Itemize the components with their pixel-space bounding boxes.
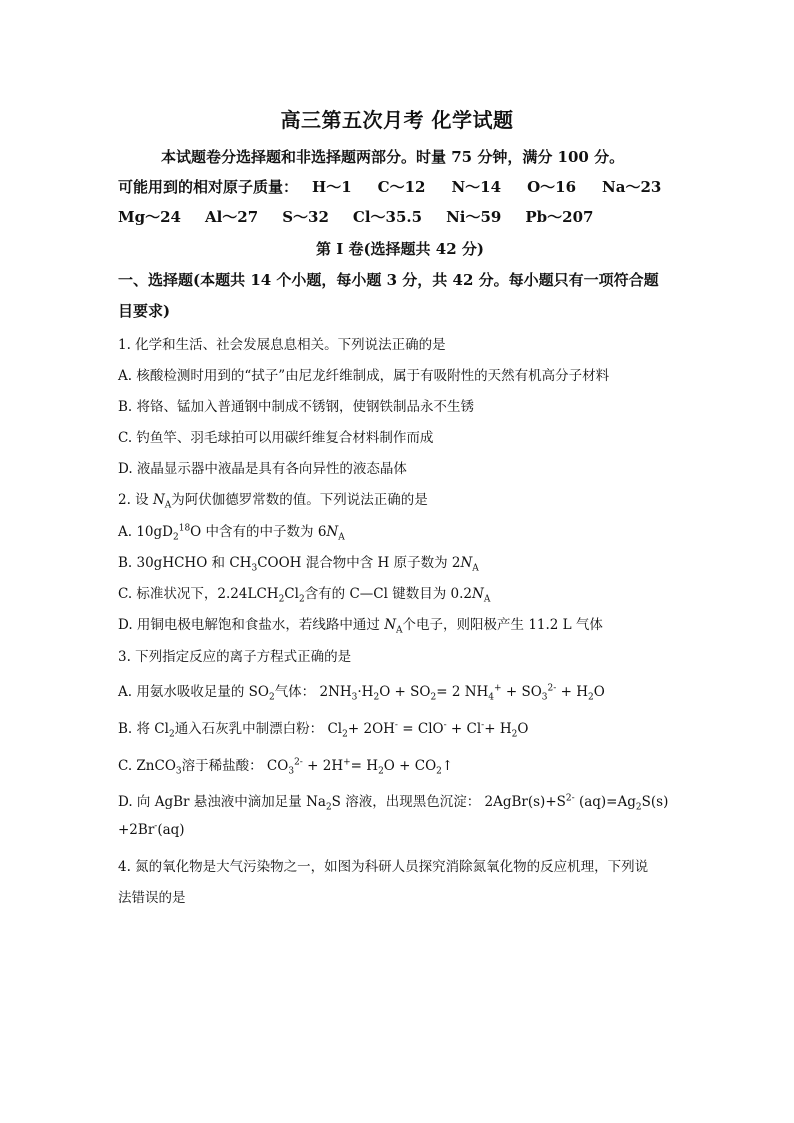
atomic-mass-item: C～12 xyxy=(377,178,426,196)
subscript: 2 xyxy=(373,692,380,703)
q2-a-text: O 中含有的中子数为 6 xyxy=(190,524,327,540)
atomic-mass-item: Na～23 xyxy=(602,178,662,196)
q1-option-d: D. 液晶显示器中液晶是具有各向异性的液态晶体 xyxy=(118,461,407,477)
section-instruction-line1: 一、选择题(本题共 14 个小题，每小题 3 分，共 42 分。每小题只有一项符合题 xyxy=(118,271,659,289)
q2-c-text: C. 标准状况下，2.24LCH xyxy=(118,586,279,602)
q3-a-text: 气体： 2NH xyxy=(274,684,352,700)
q3-a-text: + H xyxy=(556,684,588,700)
q2-c-text: 含有的 C—Cl 键数目为 0.2 xyxy=(304,586,473,602)
q2-d-text: 个电子，则阳极产生 11.2 L 气体 xyxy=(402,617,603,633)
q3-c-text: ↑ xyxy=(441,758,454,774)
q2-b-text: COOH 混合物中含 H 原子数为 2 xyxy=(257,555,461,571)
subscript: 2 xyxy=(168,729,175,740)
q2-stem-text: 为阿伏伽德罗常数的值。下列说法正确的是 xyxy=(171,492,428,508)
atomic-mass-item: O～16 xyxy=(527,178,577,196)
q3-d-text: S(s) xyxy=(641,794,669,810)
na-subscript: A xyxy=(164,500,172,511)
q3-c-text: 溶于稀盐酸： CO xyxy=(181,758,289,774)
superscript: 2- xyxy=(294,757,303,768)
q2-stem-text: 2. 设 xyxy=(118,492,153,508)
q3-a-text: = 2 NH xyxy=(436,684,489,700)
na-symbol: N xyxy=(326,524,339,540)
subscript: 3 xyxy=(251,563,258,574)
q2-stem xyxy=(118,488,428,511)
q3-c-text: C. ZnCO xyxy=(118,758,176,774)
superscript: - xyxy=(443,720,447,731)
q1-option-c: C. 钓鱼竿、羽毛球拍可以用碳纤维复合材料制作而成 xyxy=(118,430,434,446)
subscript: 2 xyxy=(635,802,642,813)
atomic-mass-item: Pb～207 xyxy=(525,208,594,226)
subscript: 2 xyxy=(342,729,348,740)
na-symbol: N xyxy=(152,492,165,508)
q4-stem-line1: 4. 氮的氧化物是大气污染物之一，如图为科研人员探究消除氮氧化物的反应机理，下列说 xyxy=(118,859,649,875)
atomic-mass-item: S～32 xyxy=(282,208,329,226)
atomic-mass-item: Ni～59 xyxy=(446,208,502,226)
q3-c-text: O + CO xyxy=(383,758,437,774)
na-subscript: A xyxy=(472,563,479,574)
superscript: - xyxy=(394,720,398,731)
subscript: 2 xyxy=(268,692,275,703)
subscript: 2 xyxy=(325,802,332,813)
q1-stem: 1. 化学和生活、社会发展息息相关。下列说法正确的是 xyxy=(118,337,446,353)
na-subscript: A xyxy=(483,594,491,605)
q3-a-text: O + SO xyxy=(379,684,431,700)
superscript: 18 xyxy=(178,523,191,534)
subscript: 2 xyxy=(172,532,179,543)
atomic-mass-label: 可能用到的相对原子质量： xyxy=(118,178,299,196)
subscript: 3 xyxy=(541,692,548,703)
page-title: 高三第五次月考 化学试题 xyxy=(280,108,514,132)
na-symbol: N xyxy=(460,555,473,571)
q2-option-b xyxy=(118,551,479,574)
q3-d-text: D. 向 AgBr 悬浊液中滴加足量 Na xyxy=(118,794,326,810)
superscript: + xyxy=(494,683,502,694)
na-symbol: N xyxy=(472,586,484,602)
section-instruction-line2: 目要求) xyxy=(118,302,171,320)
subscript: 3 xyxy=(351,692,358,703)
q2-option-d xyxy=(118,613,603,636)
q3-b-text: + 2OH xyxy=(347,721,395,737)
q2-b-text: B. 30gHCHO 和 CH xyxy=(118,555,252,571)
superscript: - xyxy=(481,720,485,731)
q3-option-c xyxy=(118,754,454,777)
subscript: 4 xyxy=(488,692,495,703)
q3-b-text: B. 将 Cl xyxy=(118,721,169,737)
q3-d-text: (aq) xyxy=(157,822,185,838)
subscript: 2 xyxy=(587,692,594,703)
superscript: + xyxy=(343,757,351,768)
subscript: 2 xyxy=(436,766,442,777)
q3-d-text: (aq)=Ag xyxy=(574,794,636,810)
na-subscript: A xyxy=(338,532,345,543)
subscript: 2 xyxy=(378,766,384,777)
atomic-mass-item: Mg～24 xyxy=(118,208,181,226)
q3-a-text: + SO xyxy=(501,684,542,700)
q3-b-text: + H xyxy=(484,721,512,737)
q3-stem: 3. 下列指定反应的离子方程式正确的是 xyxy=(118,649,352,665)
na-subscript: A xyxy=(396,625,403,636)
atomic-mass-item: Cl～35.5 xyxy=(352,208,423,226)
q3-option-d-continued xyxy=(118,822,185,838)
atomic-mass-item: Al～27 xyxy=(204,208,259,226)
atomic-mass-item: N～14 xyxy=(451,178,502,196)
q3-option-d xyxy=(118,790,669,813)
q3-b-text: + Cl xyxy=(446,721,482,737)
q2-option-a xyxy=(118,520,345,543)
superscript: 2- xyxy=(547,683,557,694)
na-symbol: N xyxy=(384,617,397,633)
q3-a-text: A. 用氨水吸收足量的 SO xyxy=(118,684,269,700)
q4-stem-line2: 法错误的是 xyxy=(118,890,186,906)
q3-b-text: O xyxy=(517,721,529,737)
q2-d-text: D. 用铜电极电解饱和食盐水，若线路中通过 xyxy=(118,617,385,633)
subscript: 3 xyxy=(288,766,295,777)
atomic-mass-item: H～1 xyxy=(312,178,352,196)
q2-a-text: A. 10gD xyxy=(118,524,173,540)
q1-option-b: B. 将铬、锰加入普通钢中制成不锈钢，使钢铁制品永不生锈 xyxy=(118,399,475,415)
superscript: 2- xyxy=(565,793,575,804)
q3-c-text: = H xyxy=(350,758,379,774)
subscript: 2 xyxy=(278,594,285,605)
q2-option-c: C. 标准状况下，$2.24LCH_2Cl_2$含有的 C—Cl 键数目为 $0.2N_A$ xyxy=(118,586,491,605)
atomic-masses-row1 xyxy=(118,176,661,197)
volume-title: 第 I 卷(选择题共 42 分) xyxy=(316,240,484,258)
q3-a-text: O xyxy=(593,684,605,700)
subscript: 3 xyxy=(175,766,182,777)
q3-option-a xyxy=(118,680,605,703)
q3-a-text: ·H xyxy=(357,684,374,700)
q3-b-text: = ClO xyxy=(397,721,444,737)
superscript: - xyxy=(154,821,158,832)
q3-option-b xyxy=(118,717,529,740)
subscript: 2 xyxy=(298,594,305,605)
q3-d-text: S 溶液，出现黑色沉淀： 2AgBr(s)+S xyxy=(331,794,566,810)
subscript: 2 xyxy=(430,692,437,703)
q3-d-text: +2Br xyxy=(118,822,155,838)
subscript: 2 xyxy=(511,729,518,740)
q1-option-a: A. 核酸检测时用到的“拭子”由尼龙纤维制成，属于有吸附性的天然有机高分子材料 xyxy=(118,368,610,384)
atomic-masses-row2 xyxy=(118,206,593,227)
exam-intro: 本试题卷分选择题和非选择题两部分。时量 75 分钟，满分 100 分。 xyxy=(161,148,625,166)
q3-b-text: 通入石灰乳中制漂白粉： Cl xyxy=(174,721,343,737)
q3-c-text: + 2H xyxy=(302,758,344,774)
